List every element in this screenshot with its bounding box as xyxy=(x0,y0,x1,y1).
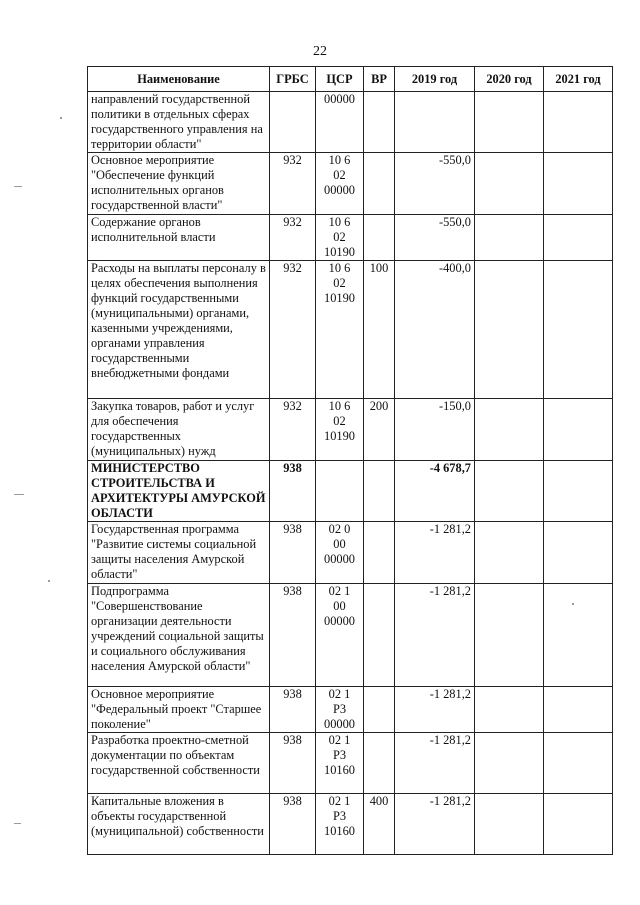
header-2021: 2021 год xyxy=(544,67,613,92)
cell-2020 xyxy=(475,461,544,522)
cell-2020 xyxy=(475,794,544,855)
cell-vr xyxy=(364,92,395,153)
cell-name: Расходы на выплаты персоналу в целях обеспечения выполнения функций государственными (муниципальными) органами, казенными учреждениями, органами управления государственными внебюджетными фондами xyxy=(88,261,270,399)
cell-2021 xyxy=(544,92,613,153)
page-number: 22 xyxy=(313,44,327,59)
cell-vr xyxy=(364,215,395,261)
table-row-ministry xyxy=(88,461,613,522)
cell-2020 xyxy=(475,733,544,794)
cell-2019: -1 281,2 xyxy=(395,733,475,794)
cell-grbs xyxy=(270,92,316,153)
cell-2020 xyxy=(475,399,544,461)
cell-name: Закупка товаров, работ и услуг для обеспечения государственных (муниципальных) нужд xyxy=(88,399,270,461)
cell-grbs: 938 xyxy=(270,794,316,855)
scan-mark xyxy=(14,823,21,824)
header-csr: ЦСР xyxy=(316,67,364,92)
table-row xyxy=(88,733,613,794)
cell-2020 xyxy=(475,687,544,733)
table-row xyxy=(88,261,613,399)
table-header-row xyxy=(88,67,613,92)
cell-2019: -400,0 xyxy=(395,261,475,399)
cell-2019: -1 281,2 xyxy=(395,794,475,855)
cell-2020 xyxy=(475,522,544,584)
cell-csr: 10 6 02 10190 xyxy=(316,261,364,399)
scan-dot xyxy=(48,580,50,582)
cell-name: Разработка проектно-сметной документации по объектам государственной собственности xyxy=(88,733,270,794)
cell-name: Подпрограмма "Совершенствование организации деятельности учреждений социальной защиты и социального обслуживания населения Амурской области" xyxy=(88,584,270,687)
cell-csr: 02 1 P3 10160 xyxy=(316,733,364,794)
table-row xyxy=(88,687,613,733)
cell-2021 xyxy=(544,733,613,794)
cell-2021 xyxy=(544,794,613,855)
cell-csr: 00000 xyxy=(316,92,364,153)
cell-vr xyxy=(364,522,395,584)
cell-csr: 02 1 P3 00000 xyxy=(316,687,364,733)
cell-vr: 100 xyxy=(364,261,395,399)
cell-grbs: 932 xyxy=(270,215,316,261)
cell-vr xyxy=(364,153,395,215)
cell-2019: -150,0 xyxy=(395,399,475,461)
cell-2021 xyxy=(544,461,613,522)
cell-grbs: 932 xyxy=(270,153,316,215)
cell-name: Государственная программа "Развитие системы социальной защиты населения Амурской области" xyxy=(88,522,270,584)
cell-2021 xyxy=(544,584,613,687)
cell-name: Содержание органов исполнительной власти xyxy=(88,215,270,261)
cell-vr xyxy=(364,687,395,733)
cell-name: направлений государственной политики в отдельных сферах государственного управления на территории области" xyxy=(88,92,270,153)
cell-csr: 02 0 00 00000 xyxy=(316,522,364,584)
cell-vr xyxy=(364,584,395,687)
cell-grbs: 938 xyxy=(270,687,316,733)
scan-mark xyxy=(14,494,24,495)
cell-csr: 10 6 02 10190 xyxy=(316,399,364,461)
cell-grbs: 938 xyxy=(270,522,316,584)
cell-2021 xyxy=(544,687,613,733)
cell-2021 xyxy=(544,153,613,215)
table-row xyxy=(88,794,613,855)
cell-grbs: 938 xyxy=(270,733,316,794)
cell-csr: 02 1 P3 10160 xyxy=(316,794,364,855)
header-2020: 2020 год xyxy=(475,67,544,92)
table-row xyxy=(88,153,613,215)
cell-2019 xyxy=(395,92,475,153)
cell-2021 xyxy=(544,399,613,461)
cell-grbs: 938 xyxy=(270,584,316,687)
cell-2019: -550,0 xyxy=(395,153,475,215)
cell-csr xyxy=(316,461,364,522)
table-row xyxy=(88,584,613,687)
cell-name: МИНИСТЕРСТВО СТРОИТЕЛЬСТВА И АРХИТЕКТУРЫ АМУРСКОЙ ОБЛАСТИ xyxy=(88,461,270,522)
header-name: Наименование xyxy=(88,67,270,92)
cell-2019: -1 281,2 xyxy=(395,522,475,584)
cell-2021 xyxy=(544,261,613,399)
cell-2019: -550,0 xyxy=(395,215,475,261)
table-row xyxy=(88,92,613,153)
cell-2021 xyxy=(544,522,613,584)
cell-vr: 200 xyxy=(364,399,395,461)
header-vr: ВР xyxy=(364,67,395,92)
table-row xyxy=(88,215,613,261)
cell-grbs: 938 xyxy=(270,461,316,522)
cell-csr: 10 6 02 00000 xyxy=(316,153,364,215)
cell-name: Основное мероприятие "Обеспечение функций исполнительных органов государственной власти" xyxy=(88,153,270,215)
cell-grbs: 932 xyxy=(270,261,316,399)
table-row xyxy=(88,522,613,584)
budget-table xyxy=(87,66,613,855)
cell-2019: -1 281,2 xyxy=(395,687,475,733)
cell-csr: 10 6 02 10190 xyxy=(316,215,364,261)
cell-2020 xyxy=(475,584,544,687)
scan-dot xyxy=(60,117,62,119)
scan-mark xyxy=(14,186,22,187)
header-2019: 2019 год xyxy=(395,67,475,92)
cell-vr xyxy=(364,733,395,794)
cell-2019: -4 678,7 xyxy=(395,461,475,522)
cell-2020 xyxy=(475,153,544,215)
cell-2020 xyxy=(475,92,544,153)
cell-2019: -1 281,2 xyxy=(395,584,475,687)
scan-dot xyxy=(572,603,574,605)
cell-2020 xyxy=(475,215,544,261)
cell-grbs: 932 xyxy=(270,399,316,461)
cell-name: Основное мероприятие "Федеральный проект "Старшее поколение" xyxy=(88,687,270,733)
header-grbs: ГРБС xyxy=(270,67,316,92)
cell-csr: 02 1 00 00000 xyxy=(316,584,364,687)
cell-vr: 400 xyxy=(364,794,395,855)
cell-vr xyxy=(364,461,395,522)
table-row xyxy=(88,399,613,461)
cell-name: Капитальные вложения в объекты государственной (муниципальной) собственности xyxy=(88,794,270,855)
cell-2020 xyxy=(475,261,544,399)
cell-2021 xyxy=(544,215,613,261)
